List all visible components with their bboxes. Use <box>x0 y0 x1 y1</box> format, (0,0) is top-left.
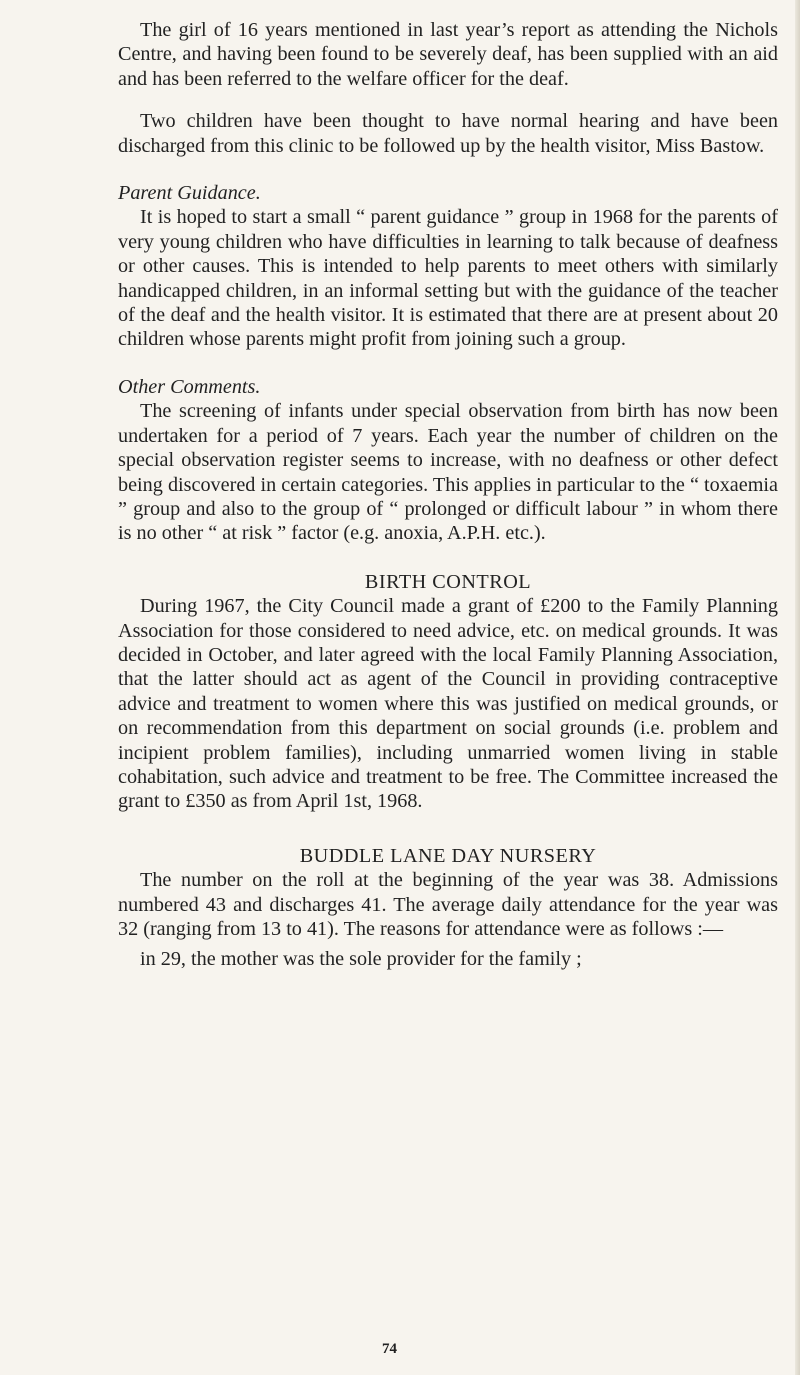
paragraph-nichols-centre: The girl of 16 years mentioned in last year’s report as attending the Nichols Centre, and having been found to be severely deaf, has been supplied with an aid and has been referred to the welfare officer for the deaf. <box>118 19 778 90</box>
heading-buddle-lane-day-nursery: BUDDLE LANE DAY NURSERY <box>299 844 597 867</box>
list-item-reason: in 29, the mother was the sole provider for the family ; <box>140 948 582 971</box>
paragraph-normal-hearing: Two children have been thought to have normal hearing and have been discharged from this clinic to be followed up by the health visitor, Miss Bastow. <box>118 110 778 157</box>
paragraph-birth-control: During 1967, the City Council made a grant of £200 to the Family Planning Association for those considered to need advice, etc. on medical grounds. It was decided in October, and later agreed with the local Family Planning Association, that the latter should act as agent of the Council in providing contraceptive advice and treatment to women where this was justified on medical grounds, or on recommendation from this department on social grounds (i.e. problem and incipient problem families), including unmarried women living in stable cohabitation, such advice and treatment to be free. The Committee increased the grant to £350 as from April 1st, 1968. <box>118 595 778 813</box>
heading-other-comments: Other Comments. <box>118 375 261 398</box>
page-edge <box>795 0 800 1375</box>
heading-birth-control: BIRTH CONTROL <box>364 570 532 593</box>
paragraph-other-comments: The screening of infants under special observation from birth has now been undertaken for a period of 7 years. Each year the number of children on the special observation register seems to increase, with no deafness or other defect being discovered in certain categories. This applies in particular to the “ toxaemia ” group and also to the group of “ prolonged or difficult labour ” in whom there is no other “ at risk ” factor (e.g. anoxia, A.P.H. etc.). <box>118 400 778 545</box>
paragraph-buddle-lane: The number on the roll at the beginning of the year was 38. Admissions numbered 43 and discharges 41. The average daily attendance for the year was 32 (ranging from 13 to 41). The reasons for attendance were as follows :— <box>118 869 778 940</box>
document-page <box>118 18 778 972</box>
heading-parent-guidance: Parent Guidance. <box>118 182 261 205</box>
page-number: 74 <box>382 1341 397 1357</box>
paragraph-parent-guidance: It is hoped to start a small “ parent guidance ” group in 1968 for the parents of very young children who have difficulties in learning to talk because of deafness or other causes. This is intended to help parents to meet others with similarly handicapped children, in an informal setting but with the guidance of the teacher of the deaf and the health visitor. It is estimated that there are at present about 20 children whose parents might profit from joining such a group. <box>118 206 778 351</box>
